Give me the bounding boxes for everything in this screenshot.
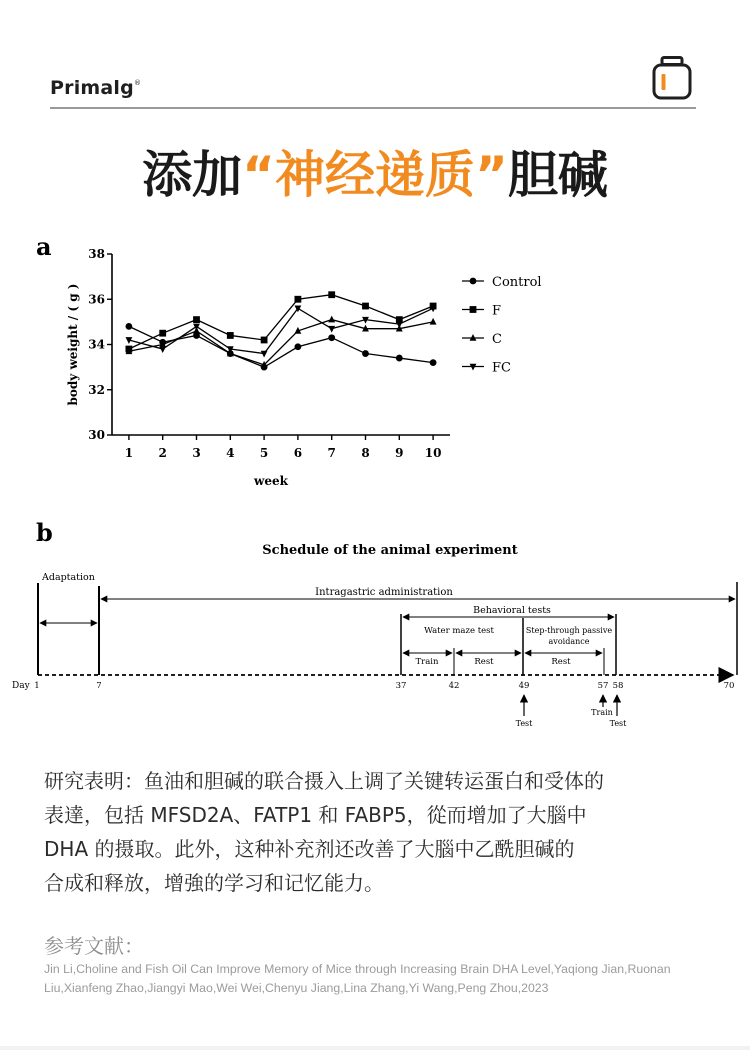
day-37: 37: [395, 681, 407, 691]
legend-marker: [470, 306, 477, 313]
rest-label-2: Rest: [551, 657, 571, 667]
day-49: 49: [518, 681, 530, 691]
data-point-fc: [396, 321, 403, 328]
data-point-f: [295, 296, 302, 303]
body-weight-chart: [60, 238, 560, 498]
x-axis-label: week: [254, 474, 288, 488]
brand-logo: [50, 77, 141, 99]
data-point-f: [227, 332, 234, 339]
legend-marker: [470, 278, 477, 285]
data-point-control: [430, 359, 437, 366]
references-heading: 参考文献：: [44, 934, 144, 958]
adaptation-label: Adaptation: [42, 572, 95, 583]
intragastric-label: Intragastric administration: [315, 587, 453, 598]
data-point-fc: [328, 326, 335, 333]
legend-label: F: [492, 303, 502, 319]
water-maze-label: Water maze test: [424, 626, 494, 636]
data-point-f: [261, 337, 268, 344]
page-title: [0, 140, 750, 210]
y-tick-label: 38: [88, 247, 105, 261]
behavioral-label: Behavioral tests: [473, 605, 551, 616]
day-7: 7: [96, 681, 102, 691]
legend-label: C: [492, 332, 502, 347]
y-tick-label: 36: [88, 292, 105, 307]
jar-icon: [652, 56, 692, 100]
x-tick-label: 3: [192, 446, 201, 460]
legend-label: FC: [492, 360, 511, 376]
x-tick-label: 9: [395, 446, 404, 460]
y-tick-label: 34: [88, 337, 105, 352]
y-axis-label: body weight / ( g ): [66, 283, 80, 406]
x-tick-label: 5: [259, 446, 269, 460]
body-paragraph: [44, 764, 714, 900]
day-1: 1: [34, 681, 40, 691]
panel-a-letter: a: [36, 232, 52, 261]
data-point-f: [193, 316, 200, 323]
reference-line: Jin Li,Choline and Fish Oil Can Improve Memory of Mice through Increasing Brain DHA Level,Yaqiong Jian,Ruonan: [44, 962, 671, 976]
day-58: 58: [612, 681, 624, 691]
step-through-label-1: Step-through passive: [525, 626, 613, 635]
body-line: DHA 的摄取。此外，这种补充剂还改善了大腦中乙酰胆碱的: [44, 837, 575, 861]
header-divider: [50, 107, 696, 109]
data-point-control: [126, 323, 133, 330]
data-point-f: [159, 330, 166, 337]
data-point-f: [328, 291, 335, 298]
references-text: [44, 960, 704, 998]
data-point-fc: [261, 351, 268, 358]
data-point-fc: [159, 346, 166, 353]
train-label: Train: [415, 657, 439, 667]
legend-label: Control: [492, 275, 542, 290]
data-point-control: [396, 355, 403, 362]
day-label: Day: [12, 681, 30, 691]
day-42: 42: [448, 681, 460, 691]
data-point-f: [362, 303, 369, 310]
registered-mark: ®: [133, 79, 142, 87]
brand-name: Primalg: [50, 77, 134, 99]
panel-b-letter: b: [36, 518, 53, 547]
y-tick-label: 30: [88, 428, 105, 442]
schedule-title: Schedule of the animal experiment: [262, 543, 518, 558]
title-highlight: “神经递质”: [242, 146, 508, 204]
day-70: 70: [723, 681, 735, 691]
body-line: 表達，包括 MFSD2A、FATP1 和 FABP5，從而增加了大腦中: [44, 803, 587, 827]
step-through-label-2: avoidance: [548, 637, 590, 646]
title-suffix: 胆碱: [507, 146, 608, 204]
day-57: 57: [597, 681, 609, 691]
x-tick-label: 6: [293, 446, 303, 460]
data-point-c: [328, 316, 335, 323]
rest-label-1: Rest: [474, 657, 494, 667]
series-line-control: [129, 326, 433, 367]
y-tick-label: 32: [88, 382, 105, 397]
footer-divider: [0, 1046, 750, 1050]
data-point-c: [430, 318, 437, 325]
title-prefix: 添加: [142, 146, 243, 204]
x-tick-label: 4: [226, 446, 235, 460]
x-tick-label: 7: [327, 446, 336, 460]
test-58-label: Test: [609, 719, 627, 728]
data-point-fc: [193, 324, 200, 331]
x-tick-label: 8: [361, 446, 370, 460]
test-49-label: Test: [515, 719, 533, 728]
experiment-schedule: [0, 536, 750, 736]
train-57-label: Train: [591, 708, 613, 717]
body-line: 合成和释放，增強的学习和记忆能力。: [44, 871, 384, 895]
x-tick-label: 10: [424, 446, 442, 460]
series-line-c: [129, 320, 433, 365]
data-point-control: [328, 334, 335, 341]
reference-line: Liu,Xianfeng Zhao,Jiangyi Mao,Wei Wei,Chenyu Jiang,Lina Zhang,Yi Wang,Peng Zhou,2023: [44, 981, 549, 995]
data-point-control: [295, 343, 302, 350]
x-tick-label: 2: [158, 446, 167, 460]
body-line: 研究表明：鱼油和胆碱的联合摄入上调了关键转运蛋白和受体的: [44, 769, 604, 793]
data-point-control: [362, 350, 369, 357]
x-tick-label: 1: [124, 446, 134, 460]
